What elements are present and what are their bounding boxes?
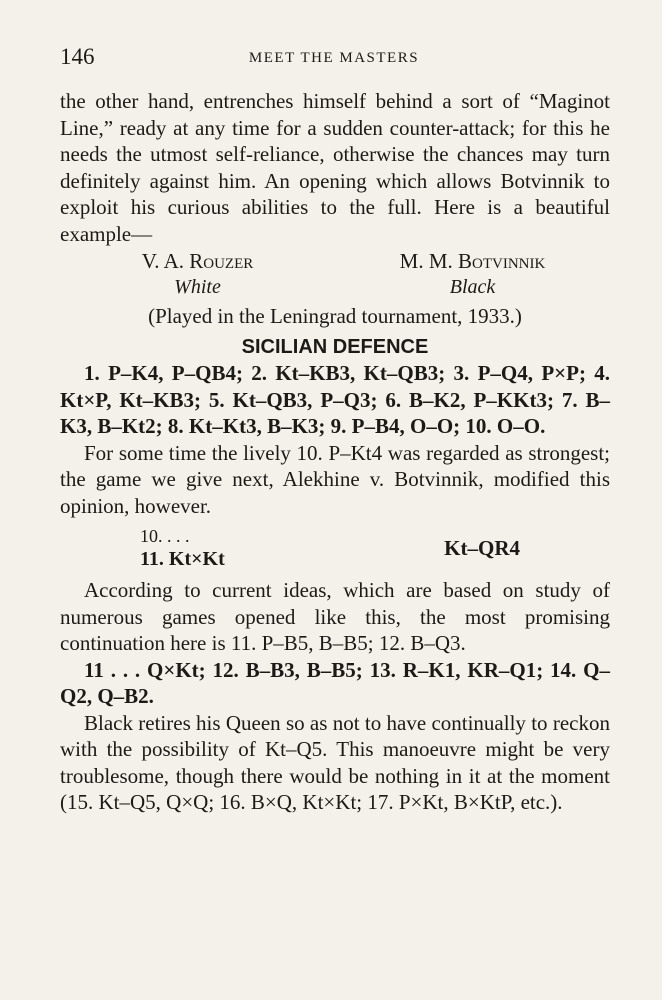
white-player-name: V. A. Rouzer [141, 249, 254, 273]
commentary-1: For some time the lively 10. P–Kt4 was regarded as strongest; the game we give next, Alekhine v. Botvinnik, modified this opinion, however. [60, 440, 610, 518]
white-player [60, 248, 335, 300]
body-text [60, 88, 610, 816]
move-pair-left [140, 525, 444, 571]
move-10-black: Kt–QR4 [444, 535, 520, 560]
commentary-2: According to current ideas, which are based on study of numerous games opened like this, the most promising continuation here is 11. P–B5, B–B5; 12. B–Q3. [60, 578, 610, 655]
move-10-black-label: 10. . . . [140, 526, 190, 546]
commentary-3: Black retires his Queen so as not to have continually to reckon with the possibility of Kt–Q5. This manoeuvre might be very troublesome, though there would be nothing in it at the moment (15. Kt–Q5, Q×Q; 16. B×Q, Kt×Kt; 17. P×Kt, B×KtP, etc.). [60, 710, 610, 814]
move-pair-10-11 [140, 525, 610, 571]
page-number: 146 [60, 44, 95, 69]
event-note: (Played in the Leningrad tournament, 1933.) [148, 304, 522, 328]
black-player [335, 248, 610, 300]
running-head: MEET THE MASTERS [248, 50, 420, 66]
page-header [60, 44, 608, 74]
black-player-name: M. M. Botvinnik [399, 249, 546, 273]
white-label: White [174, 276, 221, 298]
players-block [60, 248, 610, 300]
moves-11-14: 11 . . . Q×Kt; 12. B–B3, B–B5; 13. R–K1, KR–Q1; 14. Q–Q2, Q–B2. [60, 657, 610, 708]
move-11-white: 11. Kt×Kt [140, 548, 225, 570]
opening-title: SICILIAN DEFENCE [241, 335, 429, 358]
black-label: Black [449, 276, 496, 298]
intro-paragraph: the other hand, entrenches himself behind a sort of “Maginot Line,” ready at any time for a sudden counter-attack; for this he needs the utmost self-reliance, otherwise the chances may turn definitely against him. An opening which allows Botvinnik to exploit his curious abilities to the full. Here is a beautiful example— [60, 89, 610, 246]
moves-1-10: 1. P–K4, P–QB4; 2. Kt–KB3, Kt–QB3; 3. P–Q4, P×P; 4. Kt×P, Kt–KB3; 5. Kt–QB3, P–Q3; 6. B–K2, P–KKt3; 7. B–K3, B–Kt2; 8. Kt–Kt3, B–K3; 9. P–B4, O–O; 10. O–O. [60, 361, 610, 438]
